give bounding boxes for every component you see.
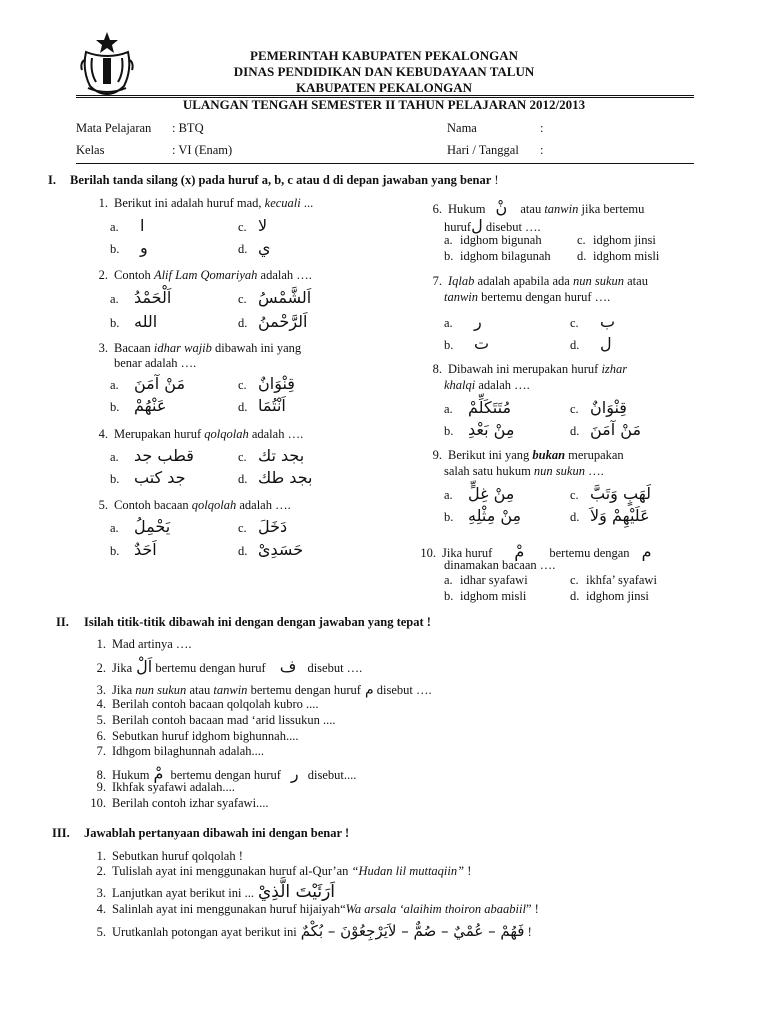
q4-option-a: a. قطب جد (110, 446, 194, 465)
q8-text: 8. Dibawah ini merupakan huruf izhar (432, 362, 628, 376)
q1-option-a: a. ا (110, 216, 145, 235)
q5-text: 5. Contoh bacaan qolqolah adalah …. (98, 498, 291, 512)
header-line-2: DINAS PENDIDIKAN DAN KEBUDAYAAN TALUN (233, 64, 535, 79)
s2-item-10: 10. Berilah contoh izhar syafawi.... (90, 796, 269, 810)
hari-label: Hari / Tanggal (447, 143, 519, 157)
s2-item-7: 7. Idhgom bilaghunnah adalah.... (96, 744, 265, 758)
q7-option-c: c. ب (570, 312, 616, 331)
mapel-value: : BTQ (172, 121, 204, 135)
section-1-roman: I. (48, 173, 56, 187)
q6-option-a: a. idghom bigunah (444, 233, 542, 247)
nama-colon: : (540, 121, 544, 135)
q2-option-a: a. اَلْحَمْدُ (110, 288, 172, 307)
q4-text: 4. Merupakan huruf qolqolah adalah …. (98, 427, 304, 441)
q8-option-b: b. مِنْ بَعْدِ (444, 420, 515, 439)
q9-option-a: a. مِنْ غِلٍّ (444, 484, 515, 503)
q10-option-d: d. idghom jinsi (570, 589, 649, 603)
kelas-value: : VI (Enam) (172, 143, 233, 157)
s2-item-4: 4. Berilah contoh bacaan qolqolah kubro .... (96, 697, 319, 711)
q4-option-d: d. بجد طك (238, 468, 313, 487)
q10-option-a: a. idhar syafawi (444, 573, 528, 587)
q8-option-c: c. قِنْوَانٌ (570, 398, 627, 417)
q5-option-a: a. يَحْمِلُ (110, 517, 171, 536)
section-2-title: Isilah titik-titik dibawah ini dengan dengan jawaban yang tepat ! (84, 615, 431, 629)
q9-text: 9. Berikut ini yang bukan merupakan (432, 448, 624, 462)
q5-option-c: c. دَخَلَ (238, 517, 288, 536)
q1-text: 1. Berikut ini adalah huruf mad, kecuali ... (98, 196, 314, 210)
s3-item-3: 3. Lanjutkan ayat berikut ini ... اَرَئَيْتَ الَّذِيْ (96, 882, 336, 902)
s3-item-2: 2. Tulislah ayat ini menggunakan huruf al-Qur’an “Hudan lil muttaqiin” ! (96, 864, 472, 878)
q3-option-b: b. عَنْهُمْ (110, 396, 167, 415)
q6-option-c: c. idghom jinsi (577, 233, 656, 247)
q6-text: 6. Hukum نْ atau tanwin jika bertemu (432, 198, 645, 217)
q2-text: 2. Contoh Alif Lam Qomariyah adalah …. (98, 268, 312, 282)
s2-item-9: 9. Ikhfak syafawi adalah.... (96, 780, 235, 794)
s3-item-5: 5. Urutkanlah potongan ayat berikut ini فَهُمْ – عُمْيٌ – صُمٌّ – لاَيَرْجِعُوْنَ – بُكْمٌ ! (96, 922, 532, 940)
q6-option-b: b. idghom bilagunah (444, 249, 551, 263)
q2-option-c: c. اَلشَّمْسُ (238, 288, 312, 307)
q7-option-a: a. ر (444, 312, 482, 331)
q6-text-line2: hurufل disebut …. (444, 216, 541, 235)
q7-text-line2: tanwin bertemu dengan huruf …. (444, 290, 611, 304)
q3-text: 3. Bacaan idhar wajib dibawah ini yang (98, 341, 302, 355)
q8-option-a: a. مُتَتَكَلِّمْ (444, 398, 512, 417)
section-2-roman: II. (56, 615, 69, 629)
q2-option-b: b. الله (110, 312, 158, 331)
nama-label: Nama (447, 121, 477, 135)
q3-option-c: c. قِنْوَانٌ (238, 374, 295, 393)
q8-text-line2: khalqi adalah …. (444, 378, 530, 392)
s2-item-2: 2. Jika اَلْ bertemu dengan huruf ف disebut …. (96, 657, 363, 676)
s3-item-4: 4. Salinlah ayat ini menggunakan huruf hijaiyah“Wa arsala ‘alaihim thoiron abaabiil” ! (96, 902, 539, 916)
header-line-3: KABUPATEN PEKALONGAN (295, 80, 473, 95)
header-line-1: PEMERINTAH KABUPATEN PEKALONGAN (250, 48, 518, 63)
q8-option-d: d. مَنْ آمَنَ (570, 420, 642, 439)
q10-text: 10. Jika huruf مْ bertemu dengan م (420, 542, 652, 561)
q10-text-line2: dinamakan bacaan …. (444, 558, 556, 572)
kelas-label: Kelas (76, 143, 105, 157)
section-1-title: Berilah tanda silang (x) pada huruf a, b, c atau d di depan jawaban yang benar ! (70, 173, 499, 187)
q1-option-b: b. و (110, 238, 148, 257)
exam-title: ULANGAN TENGAH SEMESTER II TAHUN PELAJARAN 2012/2013 (182, 97, 586, 112)
q1-option-c: c. لا (238, 216, 268, 235)
q5-option-d: d. حَسَدِىْ (238, 540, 304, 559)
q9-text-line2: salah satu hukum nun sukun …. (444, 464, 604, 478)
q9-option-c: c. لَهَبٍ وَتَبَّ (570, 484, 651, 503)
q7-text: 7. Iqlab adalah apabila ada nun sukun atau (432, 274, 648, 288)
q3-option-d: d. اَنْتُمَا (238, 396, 286, 415)
q5-option-b: b. اَحَدٌ (110, 540, 157, 559)
s2-item-5: 5. Berilah contoh bacaan mad ‘arid lissukun .... (96, 713, 336, 727)
s2-item-3: 3. Jika nun sukun atau tanwin bertemu dengan huruf م disebut …. (96, 682, 432, 698)
q6-option-d: d. idghom misli (577, 249, 660, 263)
q2-option-d: d. اَلرَّحْمنُ (238, 312, 308, 331)
info-divider (76, 163, 694, 164)
section-3-title: Jawablah pertanyaan dibawah ini dengan benar ! (84, 826, 350, 840)
s2-item-6: 6. Sebutkan huruf idghom bighunnah.... (96, 729, 299, 743)
q9-option-d: d. عَلَيْهِمْ وَلاَ (570, 506, 650, 525)
header-divider (76, 95, 694, 96)
s2-item-1: 1. Mad artinya …. (96, 637, 192, 651)
mapel-label: Mata Pelajaran (76, 121, 152, 135)
q7-option-d: d. ل (570, 334, 612, 353)
q3-option-a: a. مَنْ آمَنَ (110, 374, 186, 393)
q7-option-b: b. ت (444, 334, 490, 353)
q9-option-b: b. مِنْ مِثْلِهِ (444, 506, 522, 525)
q1-option-d: d. ي (238, 238, 271, 257)
q3-text-line2: benar adalah …. (114, 356, 197, 370)
s2-item-8: 8. Hukum مْ bertemu dengan huruf ر disebut.... (96, 764, 357, 783)
q4-option-b: b. جد كتب (110, 468, 186, 487)
q10-option-c: c. ikhfa’ syafawi (570, 573, 657, 587)
q4-option-c: c. بجد تك (238, 446, 305, 465)
s3-item-1: 1. Sebutkan huruf qolqolah ! (96, 849, 243, 863)
hari-colon: : (540, 143, 544, 157)
section-3-roman: III. (52, 826, 70, 840)
q10-option-b: b. idghom misli (444, 589, 527, 603)
